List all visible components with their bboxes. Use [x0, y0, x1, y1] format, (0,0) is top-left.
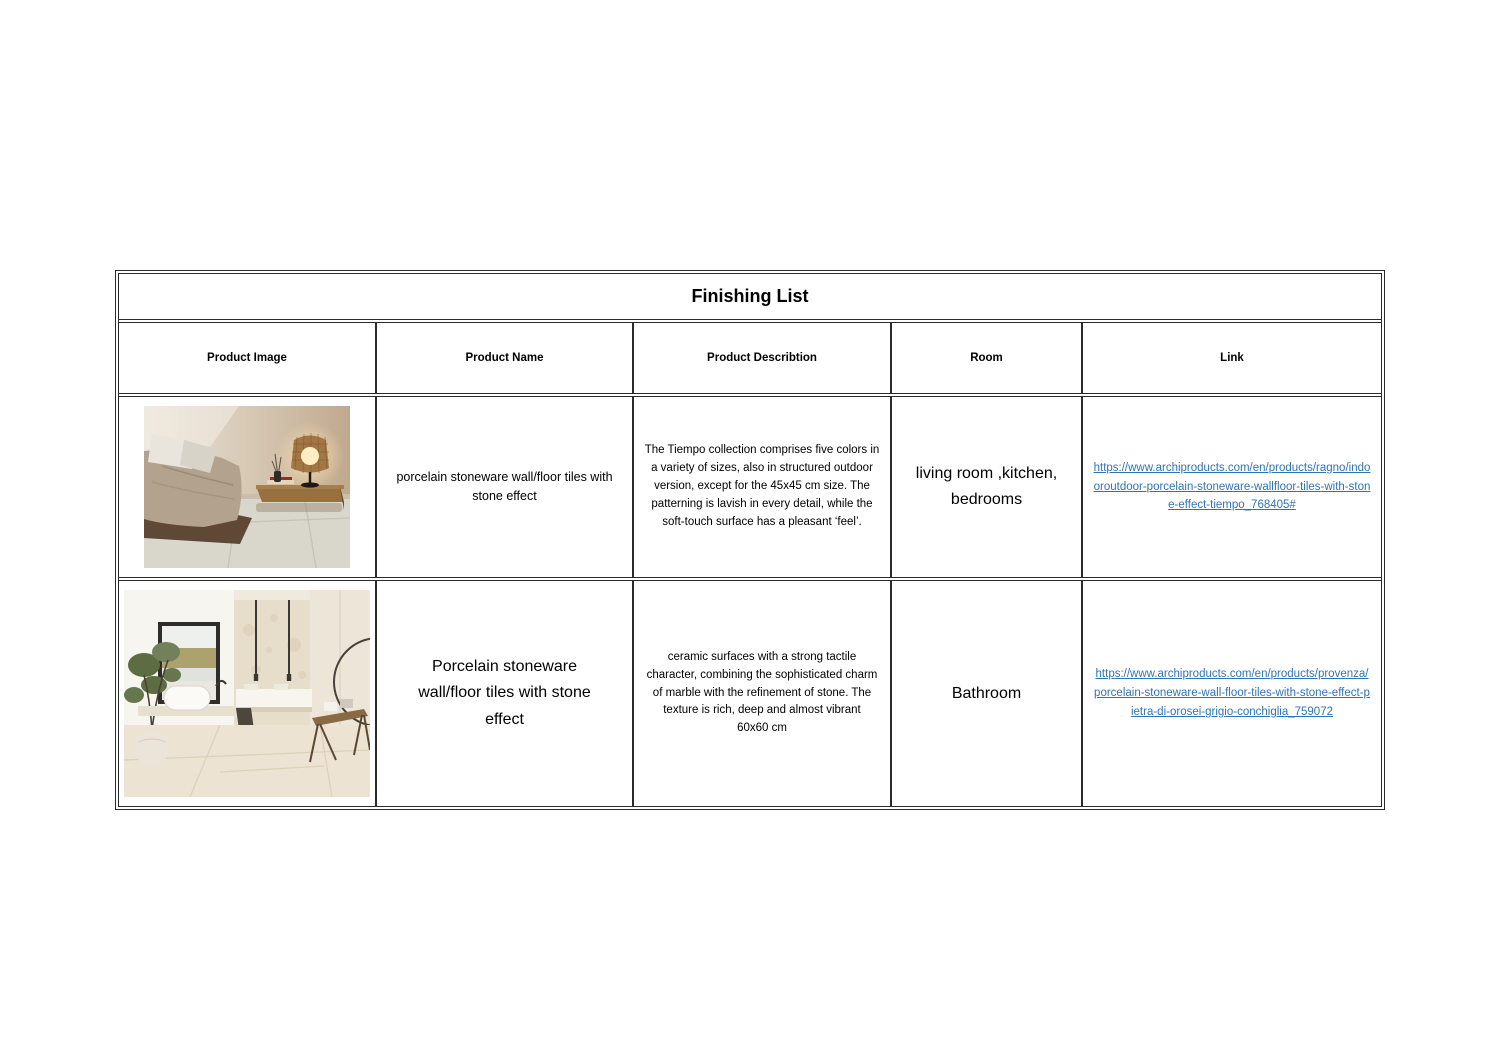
room-cell-1: [890, 397, 1081, 577]
product-name-cell-1: [375, 397, 632, 577]
product-description-2: ceramic surfaces with a strong tactile character, combining the sophisticated charm of marble with the refinement of stone. The texture is rich, deep and almost vibrant 60x60 cm: [646, 650, 881, 735]
product-description-1: The Tiempo collection comprises five colors in a variety of sizes, also in structured outdoor version, except for the 45x45 cm size. The patterning is lavish in every detail, while the soft-touch surface has a pleasant ‘feel’.: [644, 444, 883, 528]
product-image-cell-2: [119, 581, 375, 806]
header-room: Room: [890, 323, 1081, 393]
link-cell-2: [1081, 581, 1381, 806]
page-title: Finishing List: [691, 286, 809, 306]
table-row: [119, 393, 1381, 577]
bathroom-product-photo: [124, 590, 370, 797]
finishing-table: [115, 270, 1385, 810]
header-link: Link: [1081, 323, 1381, 393]
bedroom-product-photo: [144, 406, 350, 568]
link-cell-1: [1081, 397, 1381, 577]
header-product-description: Product Describtion: [632, 323, 890, 393]
product-name-1: porcelain stoneware wall/floor tiles with stone effect: [396, 469, 613, 503]
table-row: [119, 577, 1381, 806]
product-description-cell-2: [632, 581, 890, 806]
product-image-cell-1: [119, 397, 375, 577]
product-description-cell-1: [632, 397, 890, 577]
room-cell-2: [890, 581, 1081, 806]
room-value-2: Bathroom: [951, 684, 1022, 702]
room-value-1: living room ,kitchen, bedrooms: [915, 465, 1058, 508]
product-name-cell-2: [375, 581, 632, 806]
table-title-cell: [119, 274, 1381, 319]
table-title-row: [119, 274, 1381, 319]
product-link-2[interactable]: https://www.archiproducts.com/en/products/provenza/porcelain-stoneware-wall-floor-tiles-with-stone-effect-pietra-di-orosei-grigio-conchiglia_759072: [1094, 668, 1370, 718]
table-header-row: [119, 319, 1381, 393]
header-product-name: Product Name: [375, 323, 632, 393]
product-name-2: Porcelain stoneware wall/floor tiles with stone effect: [418, 657, 591, 728]
product-link-1[interactable]: https://www.archiproducts.com/en/products/ragno/indooroutdoor-porcelain-stoneware-wallfloor-tiles-with-stone-effect-tiempo_768405#: [1093, 461, 1371, 512]
header-product-image: Product Image: [207, 351, 287, 364]
